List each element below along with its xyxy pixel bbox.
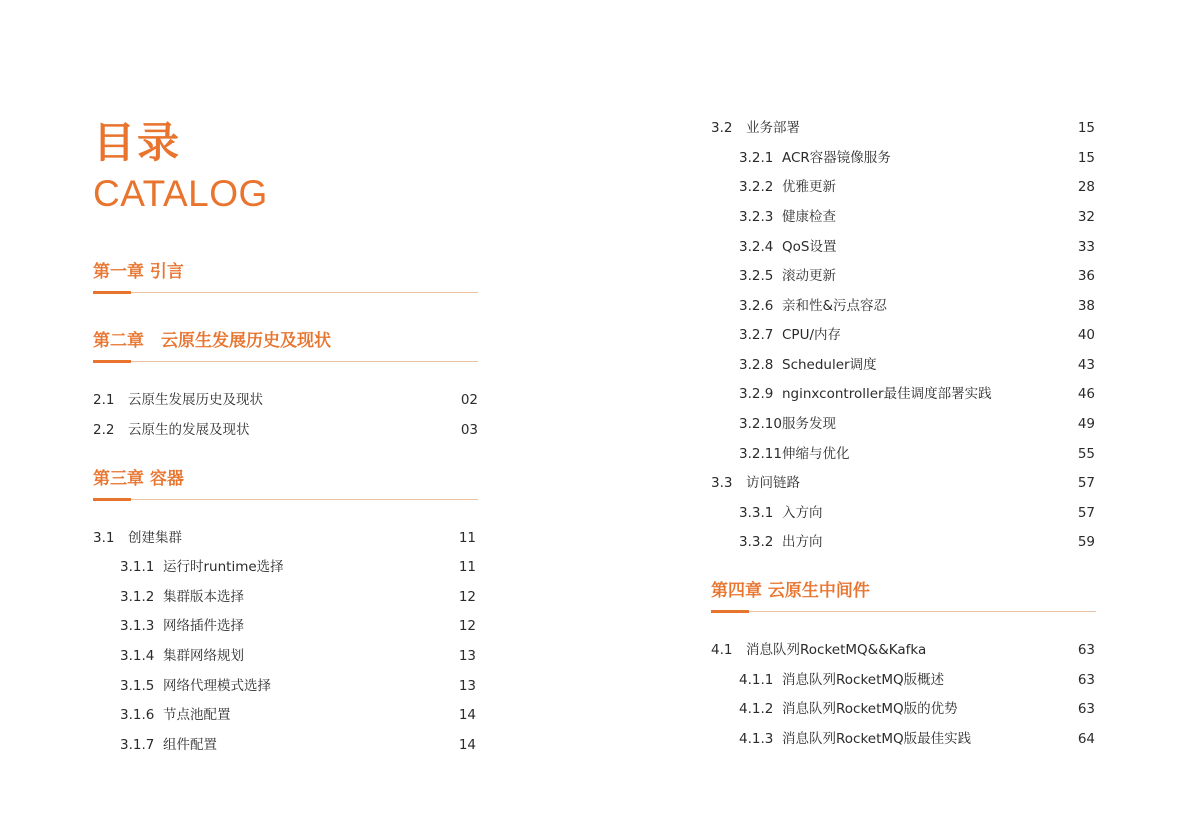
toc-text: 创建集群: [128, 530, 182, 546]
toc-number: 3.2.3: [739, 209, 774, 225]
toc-entry-4-1-3[interactable]: [739, 729, 1095, 749]
toc-text: 云原生的发展及现状: [128, 422, 250, 438]
toc-entry-4-1[interactable]: [711, 640, 1095, 660]
toc-entry-3-2-1[interactable]: [739, 148, 1095, 168]
toc-text: CPU/内存: [782, 327, 841, 343]
toc-entry-3-1-1[interactable]: [120, 557, 476, 577]
toc-number: 3.2.9: [739, 386, 774, 402]
toc-page: 02: [460, 392, 478, 408]
chapter-divider: [711, 611, 1096, 612]
toc-number: 4.1.2: [739, 701, 774, 717]
toc-page: 57: [1077, 505, 1095, 521]
toc-number: 3.2.11: [739, 446, 782, 462]
toc-number: 2.2: [93, 422, 115, 438]
toc-text: 消息队列RocketMQ版的优势: [782, 701, 958, 717]
toc-number: 3.1.3: [120, 618, 155, 634]
toc-number: 3.1.7: [120, 737, 155, 753]
toc-text: 网络插件选择: [163, 618, 244, 634]
chapter-title: 第一章 引言: [93, 262, 184, 282]
chapter-divider: [93, 361, 478, 362]
toc-number: 3.2.10: [739, 416, 782, 432]
toc-entry-3-1-2[interactable]: [120, 587, 476, 607]
chapter-title: 第三章 容器: [93, 469, 184, 489]
toc-page: 14: [458, 707, 476, 723]
toc-page: 32: [1077, 209, 1095, 225]
chapter-title: 第二章 云原生发展历史及现状: [93, 331, 331, 351]
chapter-2-heading[interactable]: [93, 330, 478, 352]
toc-page: 40: [1077, 327, 1095, 343]
chapter-divider-accent: [93, 360, 131, 363]
toc-number: 3.2.4: [739, 239, 774, 255]
toc-number: 3.2.2: [739, 179, 774, 195]
toc-number: 3.3.2: [739, 534, 774, 550]
toc-page: 55: [1077, 446, 1095, 462]
toc-text: 节点池配置: [163, 707, 231, 723]
toc-page: 12: [458, 618, 476, 634]
toc-entry-3-2-9[interactable]: [739, 384, 1095, 404]
toc-page: 13: [458, 678, 476, 694]
toc-text: nginxcontroller最佳调度部署实践: [782, 386, 992, 402]
toc-number: 3.1.6: [120, 707, 155, 723]
toc-number: 3.2.6: [739, 298, 774, 314]
toc-entry-3-1-5[interactable]: [120, 676, 476, 696]
toc-page: 28: [1077, 179, 1095, 195]
toc-entry-3-2[interactable]: [711, 118, 1095, 138]
toc-entry-3-2-5[interactable]: [739, 266, 1095, 286]
toc-entry-3-2-3[interactable]: [739, 207, 1095, 227]
toc-entry-3-3[interactable]: [711, 473, 1095, 493]
toc-number: 3.3: [711, 475, 733, 491]
toc-number: 2.1: [93, 392, 115, 408]
toc-entry-3-1-4[interactable]: [120, 646, 476, 666]
toc-entry-2-1[interactable]: [93, 390, 478, 410]
toc-text: 运行时runtime选择: [163, 559, 284, 575]
chapter-divider-accent: [711, 610, 749, 613]
toc-entry-3-1-3[interactable]: [120, 616, 476, 636]
toc-entry-4-1-2[interactable]: [739, 699, 1095, 719]
chapter-divider-accent: [93, 291, 131, 294]
toc-entry-4-1-1[interactable]: [739, 670, 1095, 690]
toc-page: 36: [1077, 268, 1095, 284]
chapter-4-heading[interactable]: [711, 580, 1096, 602]
toc-page: 13: [458, 648, 476, 664]
toc-entry-3-3-1[interactable]: [739, 503, 1095, 523]
toc-text: 出方向: [782, 534, 823, 550]
toc-entry-3-2-6[interactable]: [739, 296, 1095, 316]
toc-text: 访问链路: [746, 475, 800, 491]
chapter-3-heading[interactable]: [93, 468, 478, 490]
toc-page: 49: [1077, 416, 1095, 432]
chapter-divider: [93, 499, 478, 500]
toc-text: ACR容器镜像服务: [782, 150, 891, 166]
toc-page: 63: [1077, 672, 1095, 688]
toc-number: 3.2.7: [739, 327, 774, 343]
toc-text: Scheduler调度: [782, 357, 877, 373]
toc-number: 3.1.5: [120, 678, 155, 694]
toc-number: 3.1: [93, 530, 115, 546]
toc-text: 集群版本选择: [163, 589, 244, 605]
toc-text: 网络代理模式选择: [163, 678, 271, 694]
toc-text: 亲和性&污点容忍: [782, 298, 888, 314]
toc-text: 消息队列RocketMQ版最佳实践: [782, 731, 972, 747]
toc-entry-2-2[interactable]: [93, 420, 478, 440]
toc-entry-3-1-6[interactable]: [120, 705, 476, 725]
toc-page: 14: [458, 737, 476, 753]
toc-text: 云原生发展历史及现状: [128, 392, 263, 408]
toc-text: 入方向: [782, 505, 823, 521]
toc-page: 64: [1077, 731, 1095, 747]
toc-number: 3.2: [711, 120, 733, 136]
toc-entry-3-2-8[interactable]: [739, 355, 1095, 375]
toc-page: 63: [1077, 642, 1095, 658]
toc-number: 3.1.1: [120, 559, 155, 575]
toc-entry-3-2-4[interactable]: [739, 237, 1095, 257]
chapter-1-heading[interactable]: [93, 261, 478, 283]
toc-text: 组件配置: [163, 737, 217, 753]
toc-page: 43: [1077, 357, 1095, 373]
toc-text: 健康检查: [782, 209, 836, 225]
toc-page: 15: [1077, 150, 1095, 166]
toc-page: 33: [1077, 239, 1095, 255]
chapter-title: 第四章 云原生中间件: [711, 581, 870, 601]
toc-text: 伸缩与优化: [782, 446, 850, 462]
toc-number: 3.2.8: [739, 357, 774, 373]
toc-text: 消息队列RocketMQ&&Kafka: [746, 642, 927, 658]
toc-page: 57: [1077, 475, 1095, 491]
toc-text: 业务部署: [746, 120, 800, 136]
toc-number: 4.1.3: [739, 731, 774, 747]
toc-number: 3.1.2: [120, 589, 155, 605]
toc-entry-3-2-10[interactable]: [739, 414, 1095, 434]
toc-number: 3.1.4: [120, 648, 155, 664]
toc-number: 3.2.5: [739, 268, 774, 284]
toc-page: 38: [1077, 298, 1095, 314]
toc-entry-3-2-2[interactable]: [739, 177, 1095, 197]
toc-page: 11: [458, 559, 476, 575]
toc-text: 消息队列RocketMQ版概述: [782, 672, 945, 688]
toc-number: 3.3.1: [739, 505, 774, 521]
chapter-divider-accent: [93, 498, 131, 501]
toc-text: 滚动更新: [782, 268, 836, 284]
toc-entry-3-1[interactable]: [93, 528, 476, 548]
toc-text: 优雅更新: [782, 179, 836, 195]
toc-entry-3-3-2[interactable]: [739, 532, 1095, 552]
toc-number: 3.2.1: [739, 150, 774, 166]
toc-page: 15: [1077, 120, 1095, 136]
toc-entry-3-1-7[interactable]: [120, 735, 476, 755]
catalog-title-cn: 目录: [93, 118, 182, 167]
toc-text: 集群网络规划: [163, 648, 244, 664]
toc-entry-3-2-11[interactable]: [739, 444, 1095, 464]
toc-number: 4.1: [711, 642, 733, 658]
toc-page: 03: [460, 422, 478, 438]
toc-page: 63: [1077, 701, 1095, 717]
toc-page: 46: [1077, 386, 1095, 402]
toc-text: QoS设置: [782, 239, 837, 255]
toc-page: 12: [458, 589, 476, 605]
catalog-title-en: CATALOG: [93, 173, 268, 214]
chapter-divider: [93, 292, 478, 293]
toc-page: 59: [1077, 534, 1095, 550]
toc-number: 4.1.1: [739, 672, 774, 688]
toc-entry-3-2-7[interactable]: [739, 325, 1095, 345]
toc-text: 服务发现: [782, 416, 836, 432]
toc-page: 11: [458, 530, 476, 546]
